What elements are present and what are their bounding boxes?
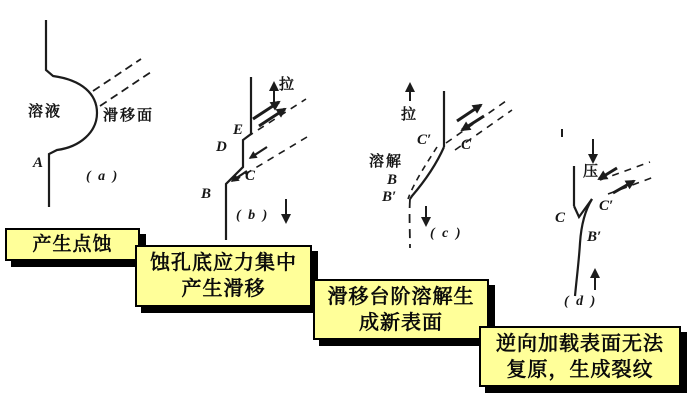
slip-band-dashed-lines [446,101,512,150]
point-label-d: D [216,139,227,155]
slip-plane-label: 滑移面 [103,107,155,124]
callout-text-line2: 成新表面 [359,311,443,334]
dissolution-label: 溶解 [369,153,404,170]
figure-d-caption: ( d ) [564,294,598,309]
point-label-c: C [245,168,256,184]
slip-band-dashed-lines [600,162,654,194]
figure-b-caption: ( b ) [236,208,270,223]
tension-label: 拉 [279,76,295,93]
point-label-e: E [233,122,244,138]
compression-label: 压 [583,163,599,180]
slip-direction-arrows [457,105,484,130]
point-label-c-prime: C′ [599,198,614,214]
callout-text-line2: 产生滑移 [181,278,266,300]
slip-plane-dashed-lines [93,59,151,106]
callout-stress-concentration [135,245,312,307]
callout-text-line2: 复原，生成裂纹 [506,358,654,381]
point-label-c: C [461,137,472,153]
dissolved-surface-curve [410,147,444,199]
point-label-a: A [33,155,44,171]
point-label-c: C [555,210,566,226]
figure-c-caption: ( c ) [430,226,463,241]
callout-text: 产生点蚀 [32,233,113,255]
tension-label: 拉 [401,106,417,123]
reverse-slip-arrows [599,168,634,193]
callout-slip-step-dissolution [313,279,489,340]
figure-a-caption: ( a ) [86,169,120,184]
point-label-b: B [387,172,398,188]
point-label-b: B [201,186,212,202]
point-label-b-prime: B′ [587,229,602,245]
callout-pitting [5,228,140,261]
figure-c-drawing [408,84,512,248]
callout-text-line1: 滑移台阶溶解生 [327,285,475,308]
callout-reverse-loading-crack [479,326,681,387]
callout-text-line1: 蚀孔底应力集中 [150,252,297,274]
point-label-b-prime: B′ [382,189,397,205]
solution-label: 溶液 [28,103,63,120]
original-surface-dashed-curve [408,147,437,199]
callout-text-line1: 逆向加载表面无法 [496,332,664,355]
point-label-c-prime: C′ [417,132,432,148]
